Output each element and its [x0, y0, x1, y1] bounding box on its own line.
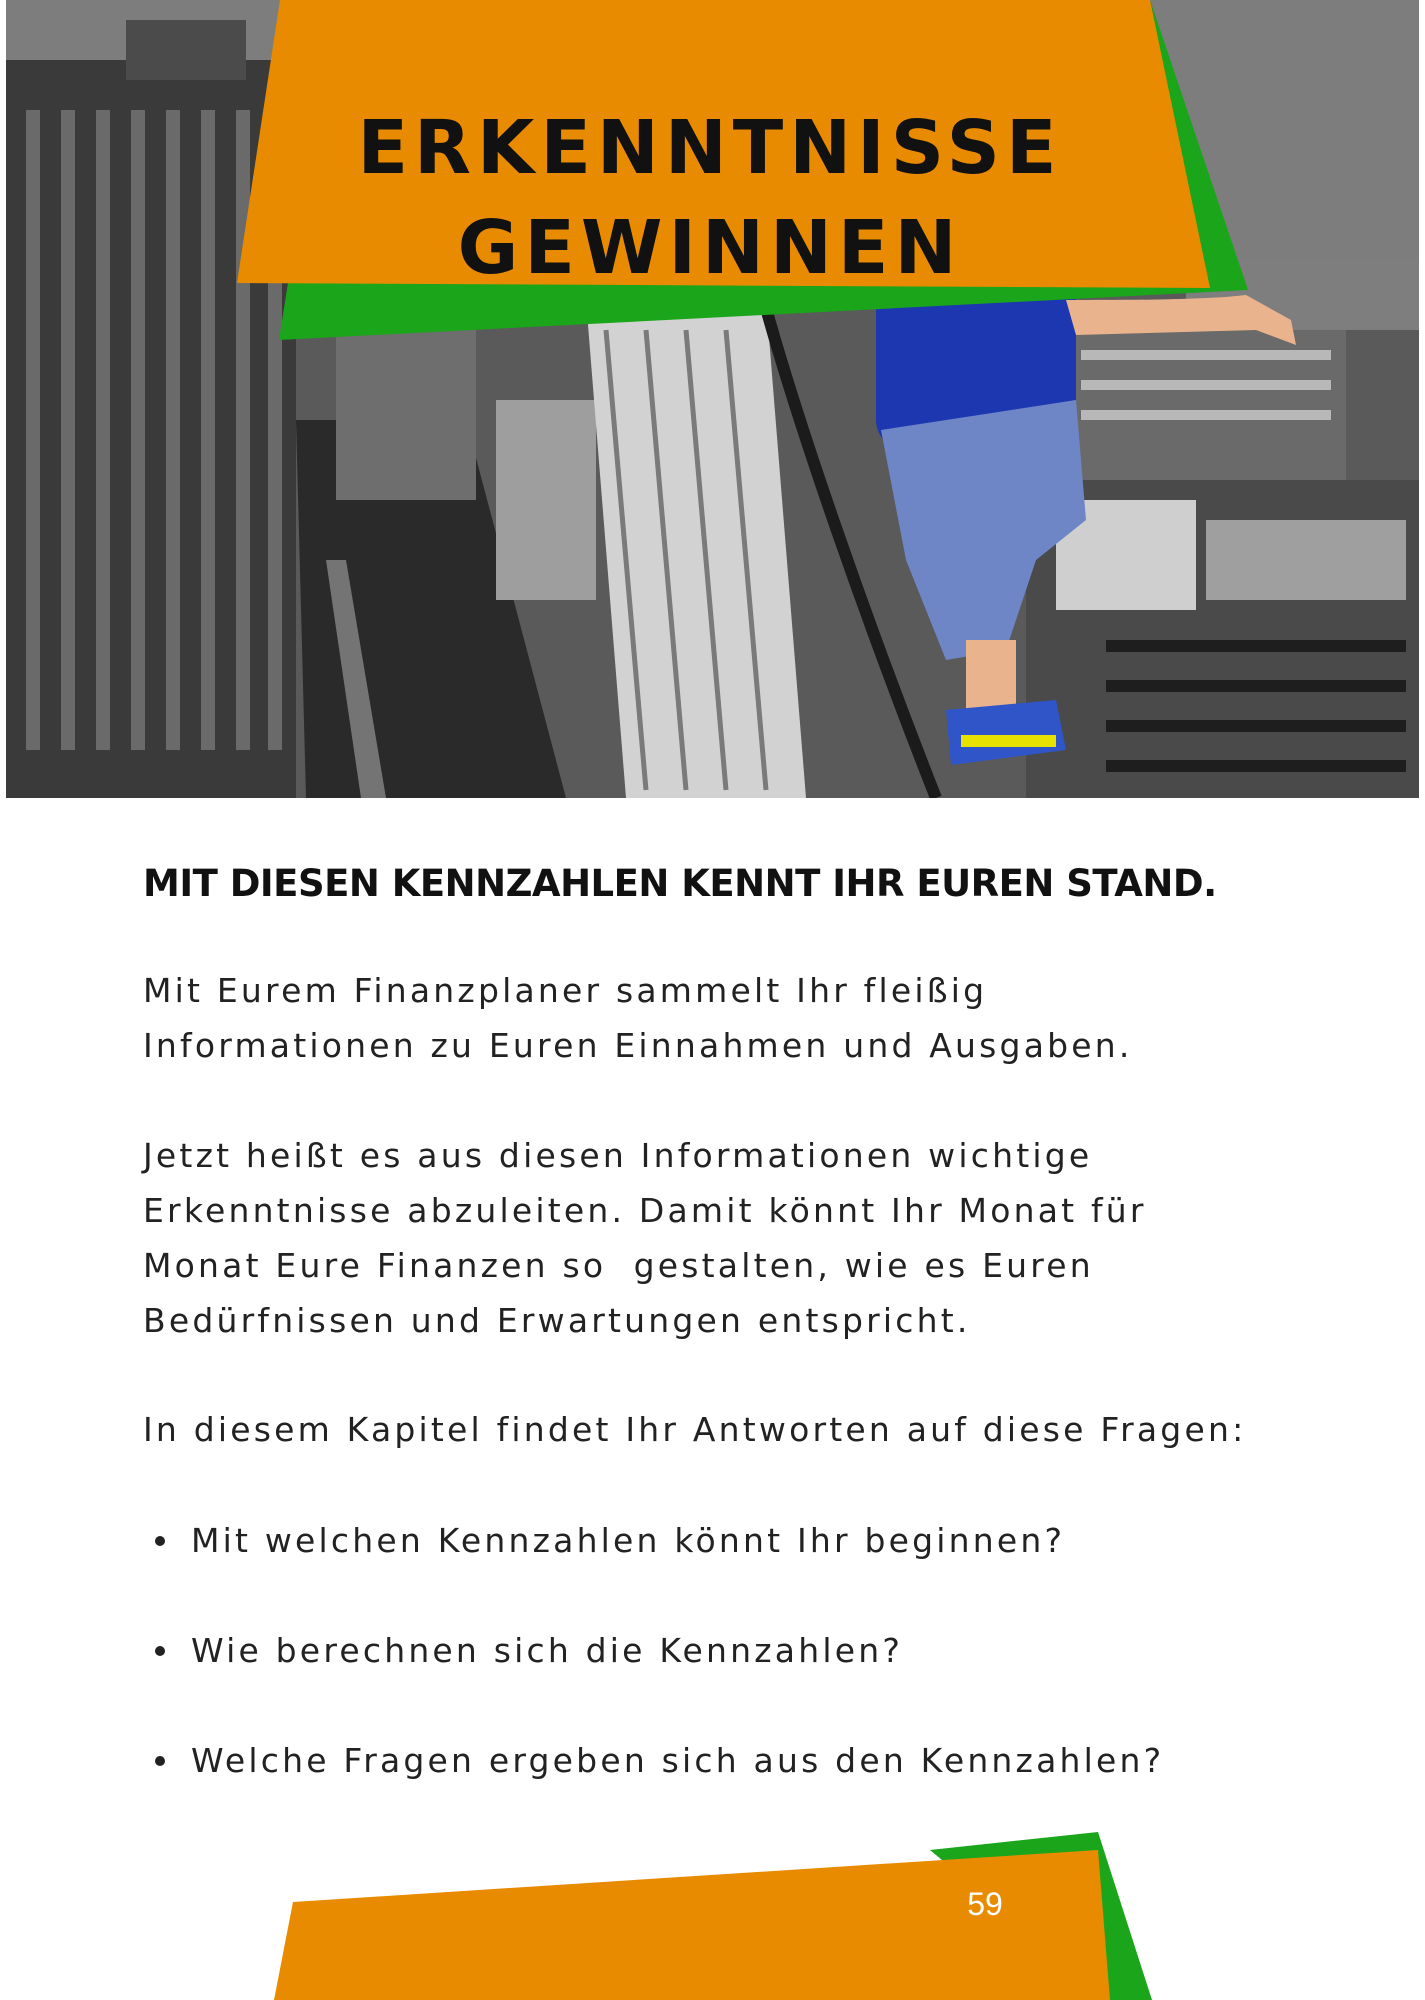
page-number: 59: [967, 1886, 1003, 1922]
intro-line-1: Mit Eurem Finanzplaner sammelt Ihr fleißig: [143, 971, 988, 1010]
question-list: [143, 1513, 1323, 1843]
intro-line-2: Informationen zu Euren Einnahmen und Ausgaben.: [143, 1026, 1133, 1065]
bullet-icon: [155, 1646, 165, 1656]
page-title-line2: GEWINNEN: [457, 205, 963, 291]
page-title: [300, 98, 1120, 298]
intro-paragraph: [143, 963, 1323, 1073]
footer-banner: [0, 1820, 1425, 2000]
question-text: Mit welchen Kennzahlen könnt Ihr beginnen?: [191, 1521, 1066, 1560]
body-line-2: Erkenntnisse abzuleiten. Damit könnt Ihr Monat für: [143, 1191, 1147, 1230]
question-text: Welche Fragen ergeben sich aus den Kennzahlen?: [191, 1741, 1165, 1780]
bullet-icon: [155, 1756, 165, 1766]
list-item: [143, 1513, 1323, 1623]
question-text: Wie berechnen sich die Kennzahlen?: [191, 1631, 904, 1670]
body-line-3: Monat Eure Finanzen so gestalten, wie es Euren: [143, 1246, 1094, 1285]
body-line-4: Bedürfnissen und Erwartungen entspricht.: [143, 1301, 971, 1340]
bullet-icon: [155, 1536, 165, 1546]
section-subheading: MIT DIESEN KENNZAHLEN KENNT IHR EUREN STAND.: [143, 862, 1217, 905]
list-item: [143, 1623, 1323, 1733]
page-title-line1: ERKENNTNISSE: [357, 105, 1063, 191]
body-paragraph: [143, 1128, 1323, 1348]
body-line-1: Jetzt heißt es aus diesen Informationen wichtige: [143, 1136, 1093, 1175]
footer-orange-shape: [274, 1850, 1110, 2000]
chapter-intro: In diesem Kapitel findet Ihr Antworten auf diese Fragen:: [143, 1410, 1247, 1449]
